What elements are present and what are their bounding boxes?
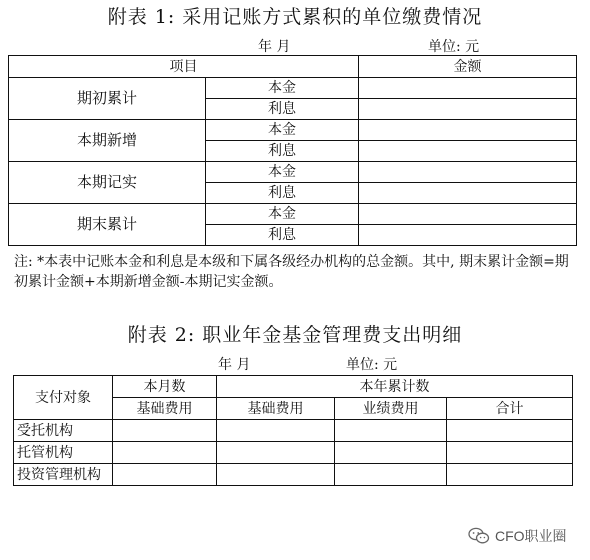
amount-cell [359,120,577,141]
value-cell [447,464,573,486]
table1-unit-label: 单位: 元 [428,39,480,55]
value-cell [335,442,447,464]
header-month: 本月数 [113,376,217,398]
payee-label: 托管机构 [14,442,113,464]
sub-item-label: 本金 [206,120,359,141]
table2-unit-label: 单位: 元 [346,357,398,373]
group-label: 期末累计 [9,204,206,246]
management-fee-table [13,375,573,486]
payee-label: 投资管理机构 [14,464,113,486]
table1-title: 附表 1: 采用记账方式累积的单位缴费情况 [107,6,483,28]
table2-title: 附表 2: 职业年金基金管理费支出明细 [127,324,463,346]
subheader-total: 合计 [447,398,573,420]
header-item: 项目 [9,56,359,78]
amount-cell [359,99,577,120]
header-amount: 金额 [359,56,577,78]
value-cell [113,442,217,464]
sub-item-label: 利息 [206,225,359,246]
group-label: 本期新增 [9,120,206,162]
sub-item-label: 利息 [206,141,359,162]
value-cell [217,442,335,464]
group-label: 期初累计 [9,78,206,120]
sub-item-label: 本金 [206,78,359,99]
value-cell [335,464,447,486]
sub-item-label: 本金 [206,162,359,183]
value-cell [335,420,447,442]
sub-item-label: 利息 [206,99,359,120]
amount-cell [359,183,577,204]
watermark [468,526,567,546]
group-label: 本期记实 [9,162,206,204]
amount-cell [359,141,577,162]
value-cell [113,420,217,442]
amount-cell [359,225,577,246]
watermark-text: CFO职业圈 [495,528,567,544]
value-cell [217,464,335,486]
table1-note: 注: *本表中记账本金和利息是本级和下属各级经办机构的总金额。其中, 期末累计金额=期初累计金额+本期新增金额-本期记实金额。 [14,254,569,290]
amount-cell [359,204,577,225]
unit-contribution-table [8,55,577,246]
table1-date-label: 年 月 [258,39,291,55]
header-payee: 支付对象 [14,376,113,420]
payee-label: 受托机构 [14,420,113,442]
table2-date-label: 年 月 [218,357,251,373]
subheader-performance-fee: 业绩费用 [335,398,447,420]
value-cell [217,420,335,442]
subheader-base-fee-month: 基础费用 [113,398,217,420]
sub-item-label: 利息 [206,183,359,204]
value-cell [447,420,573,442]
header-ytd: 本年累计数 [217,376,573,398]
value-cell [113,464,217,486]
value-cell [447,442,573,464]
sub-item-label: 本金 [206,204,359,225]
amount-cell [359,78,577,99]
subheader-base-fee-ytd: 基础费用 [217,398,335,420]
amount-cell [359,162,577,183]
wechat-icon [468,527,490,545]
